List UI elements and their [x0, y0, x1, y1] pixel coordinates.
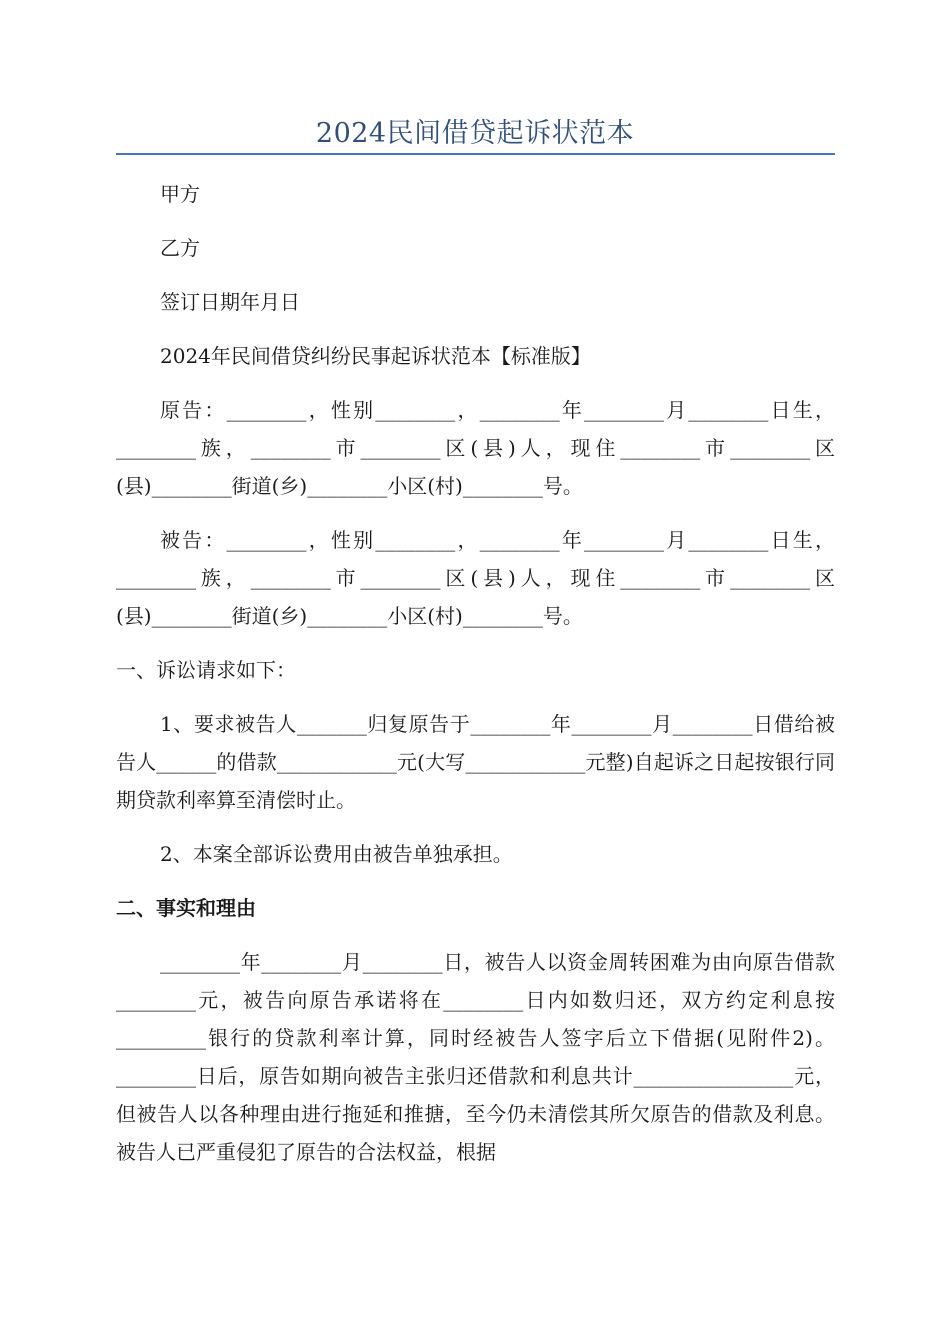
plaintiff-paragraph: 原告：________，性别________，________年________月________日生，________族，________市________区(县)人，现住________市________区(县)________街道(乡)________小区(村)________号。 — [116, 398, 835, 498]
defendant-paragraph: 被告：________，性别________，________年________月________日生，________族，________市________区(县)人，现住________市________区(县)________街道(乡)________小区(村)________号。 — [116, 528, 835, 628]
document-body — [116, 175, 835, 1187]
document-title: 2024民间借贷起诉状范本 — [315, 118, 635, 149]
section-heading-claims: 一、诉讼请求如下： — [116, 658, 296, 682]
section-heading-facts: 二、事实和理由 — [116, 896, 256, 920]
party-b-line: 乙方 — [160, 236, 200, 260]
sign-date-line: 签订日期年月日 — [160, 290, 300, 314]
title-underline — [116, 153, 835, 155]
claim-item-2: 2、本案全部诉讼费用由被告单独承担。 — [160, 842, 513, 866]
document-subtitle: 2024年民间借贷纠纷民事起诉状范本【标准版】 — [160, 344, 591, 368]
claim-item-1: 1、要求被告人_______归复原告于________年________月________日借给被告人______的借款____________元(大写____________元整)自起诉之日起按银行同期贷款利率算至清偿时止。 — [116, 712, 835, 812]
facts-paragraph: ________年________月________日，被告人以资金周转困难为由向原告借款________元，被告向原告承诺将在________日内如数归还，双方约定利息按_________银行的贷款利率计算，同时经被告人签字后立下借据(见附件2)。________日后，原告如期向被告主张归还借款和利息共计________________元，但被告人以各种理由进行拖延和推搪，至今仍未清偿其所欠原告的借款及利息。被告人已严重侵犯了原告的合法权益，根据 — [116, 950, 835, 1164]
party-a-line: 甲方 — [160, 182, 200, 206]
